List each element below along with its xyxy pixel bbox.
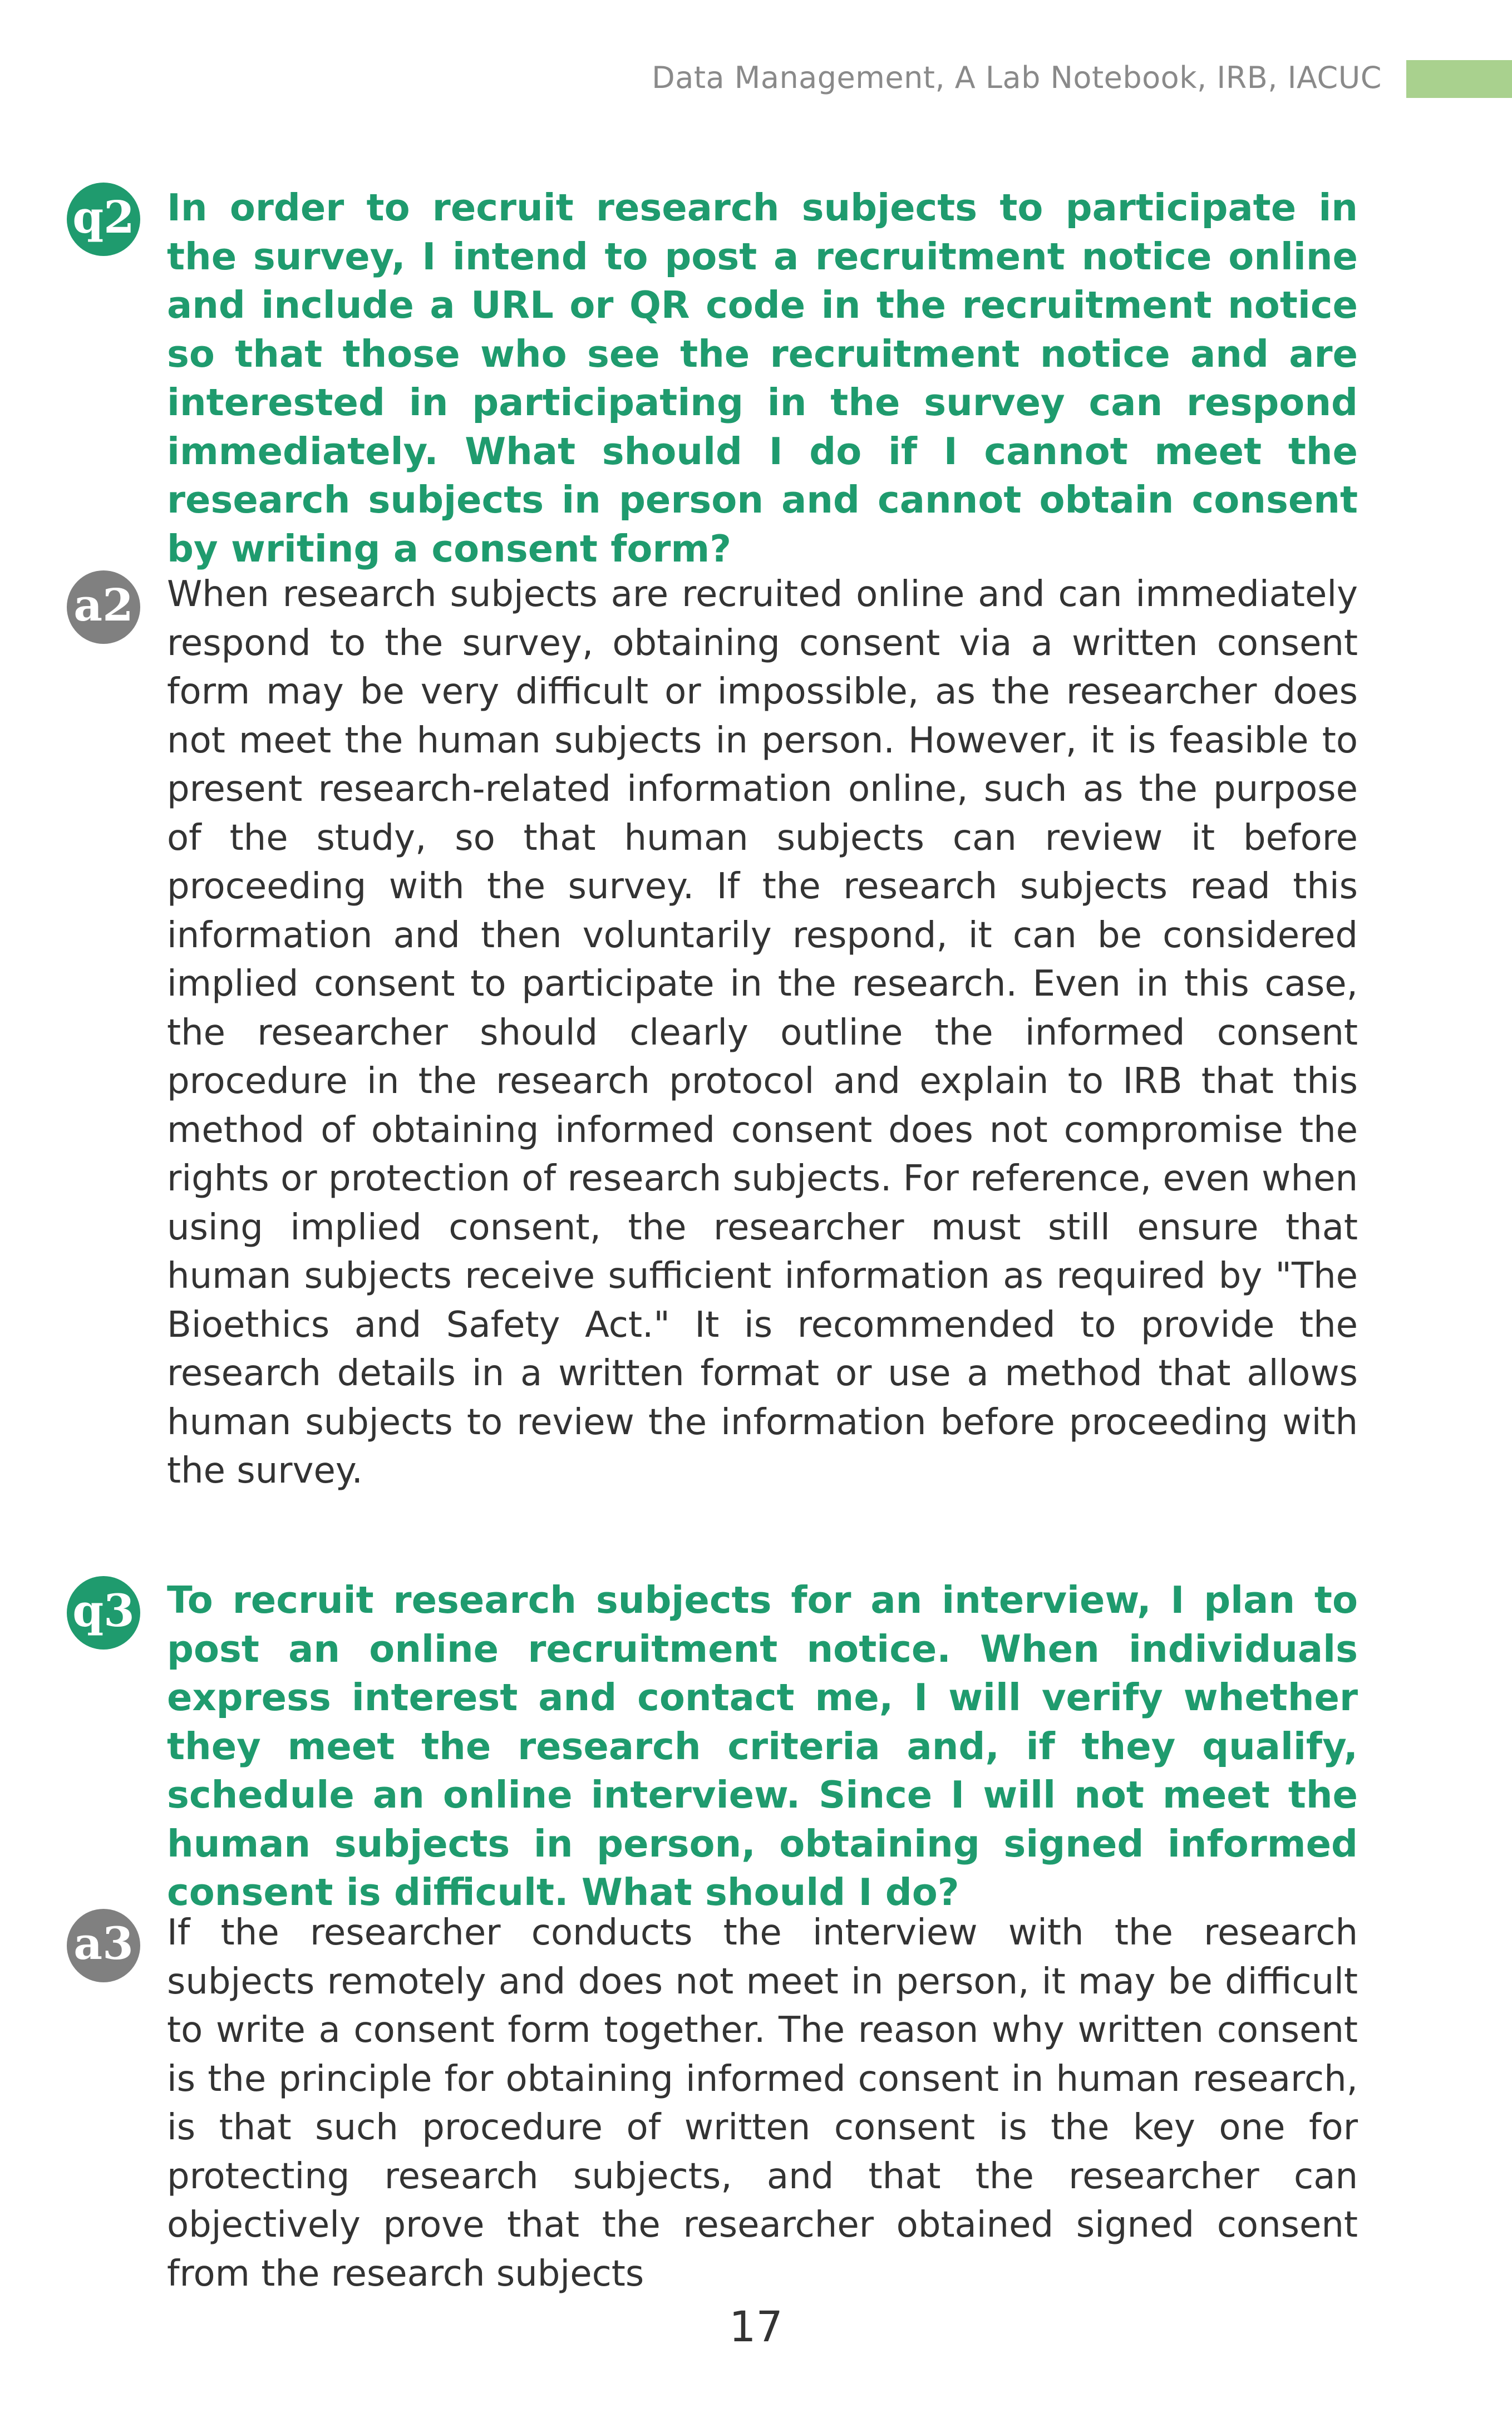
page-number: 17 xyxy=(729,2302,783,2351)
answer-text-a2: When research subjects are recruited online and can immediately respond to the survey, obtaining consent via a written consent form may be very difficult or impossible, as the researcher does not meet the human subjects in person. However, it is feasible to present research-related information online, such as the purpose of the study, so that human subjects can review it before proceeding with the survey. If the research subjects read this information and then voluntarily respond, it can be considered implied consent to participate in the research. Even in this case, the researcher should clearly outline the informed consent procedure in the research protocol and explain to IRB that this method of obtaining informed consent does not compromise the rights or protection of research subjects. For reference, even when using implied consent, the researcher must still ensure that human subjects receive sufficient information as required by "The Bioethics and Safety Act." It is recommended to provide the research details in a written format or use a method that allows human subjects to review the information before proceeding with the survey. xyxy=(167,574,1358,1491)
answer-block-a2 xyxy=(73,570,1358,1496)
question-badge-q2: q2 xyxy=(67,183,140,256)
answer-badge-a2: a2 xyxy=(67,570,140,644)
question-block-q2 xyxy=(72,184,1358,573)
answer-text-a3: If the researcher conducts the interview with the research subjects remotely and does not meet in person, it may be difficult to write a consent form together. The reason why written consent is the principle for obtaining informed consent in human research, is that such procedure of written consent is the key one for protecting research subjects, and that the researcher can objectively prove that the researcher obtained signed consent from the research subjects xyxy=(167,1912,1358,2295)
question-badge-q3: q3 xyxy=(67,1576,140,1650)
question-text-q2: In order to recruit research subjects to participate in the survey, I intend to post a recruitment notice online and include a URL or QR code in the recruitment notice so that those who see the recruitment notice and are interested in participating in the survey can respond immediately. What should I do if I cannot meet the research subjects in person and cannot obtain consent by writing a consent form? xyxy=(167,186,1358,570)
answer-block-a3 xyxy=(73,1909,1358,2298)
header-accent-tab xyxy=(1406,60,1512,98)
question-text-q3: To recruit research subjects for an interview, I plan to post an online recruitment notice. When individuals express interest and contact me, I will verify whether they meet the research criteria and, if they qualify, schedule an online interview. Since I will not meet the human subjects in person, obtaining signed informed consent is difficult. What should I do? xyxy=(167,1578,1358,1914)
answer-badge-a3: a3 xyxy=(67,1909,140,1982)
question-block-q3 xyxy=(72,1576,1358,1917)
running-header: Data Management, A Lab Notebook, IRB, IACUC xyxy=(652,60,1382,95)
